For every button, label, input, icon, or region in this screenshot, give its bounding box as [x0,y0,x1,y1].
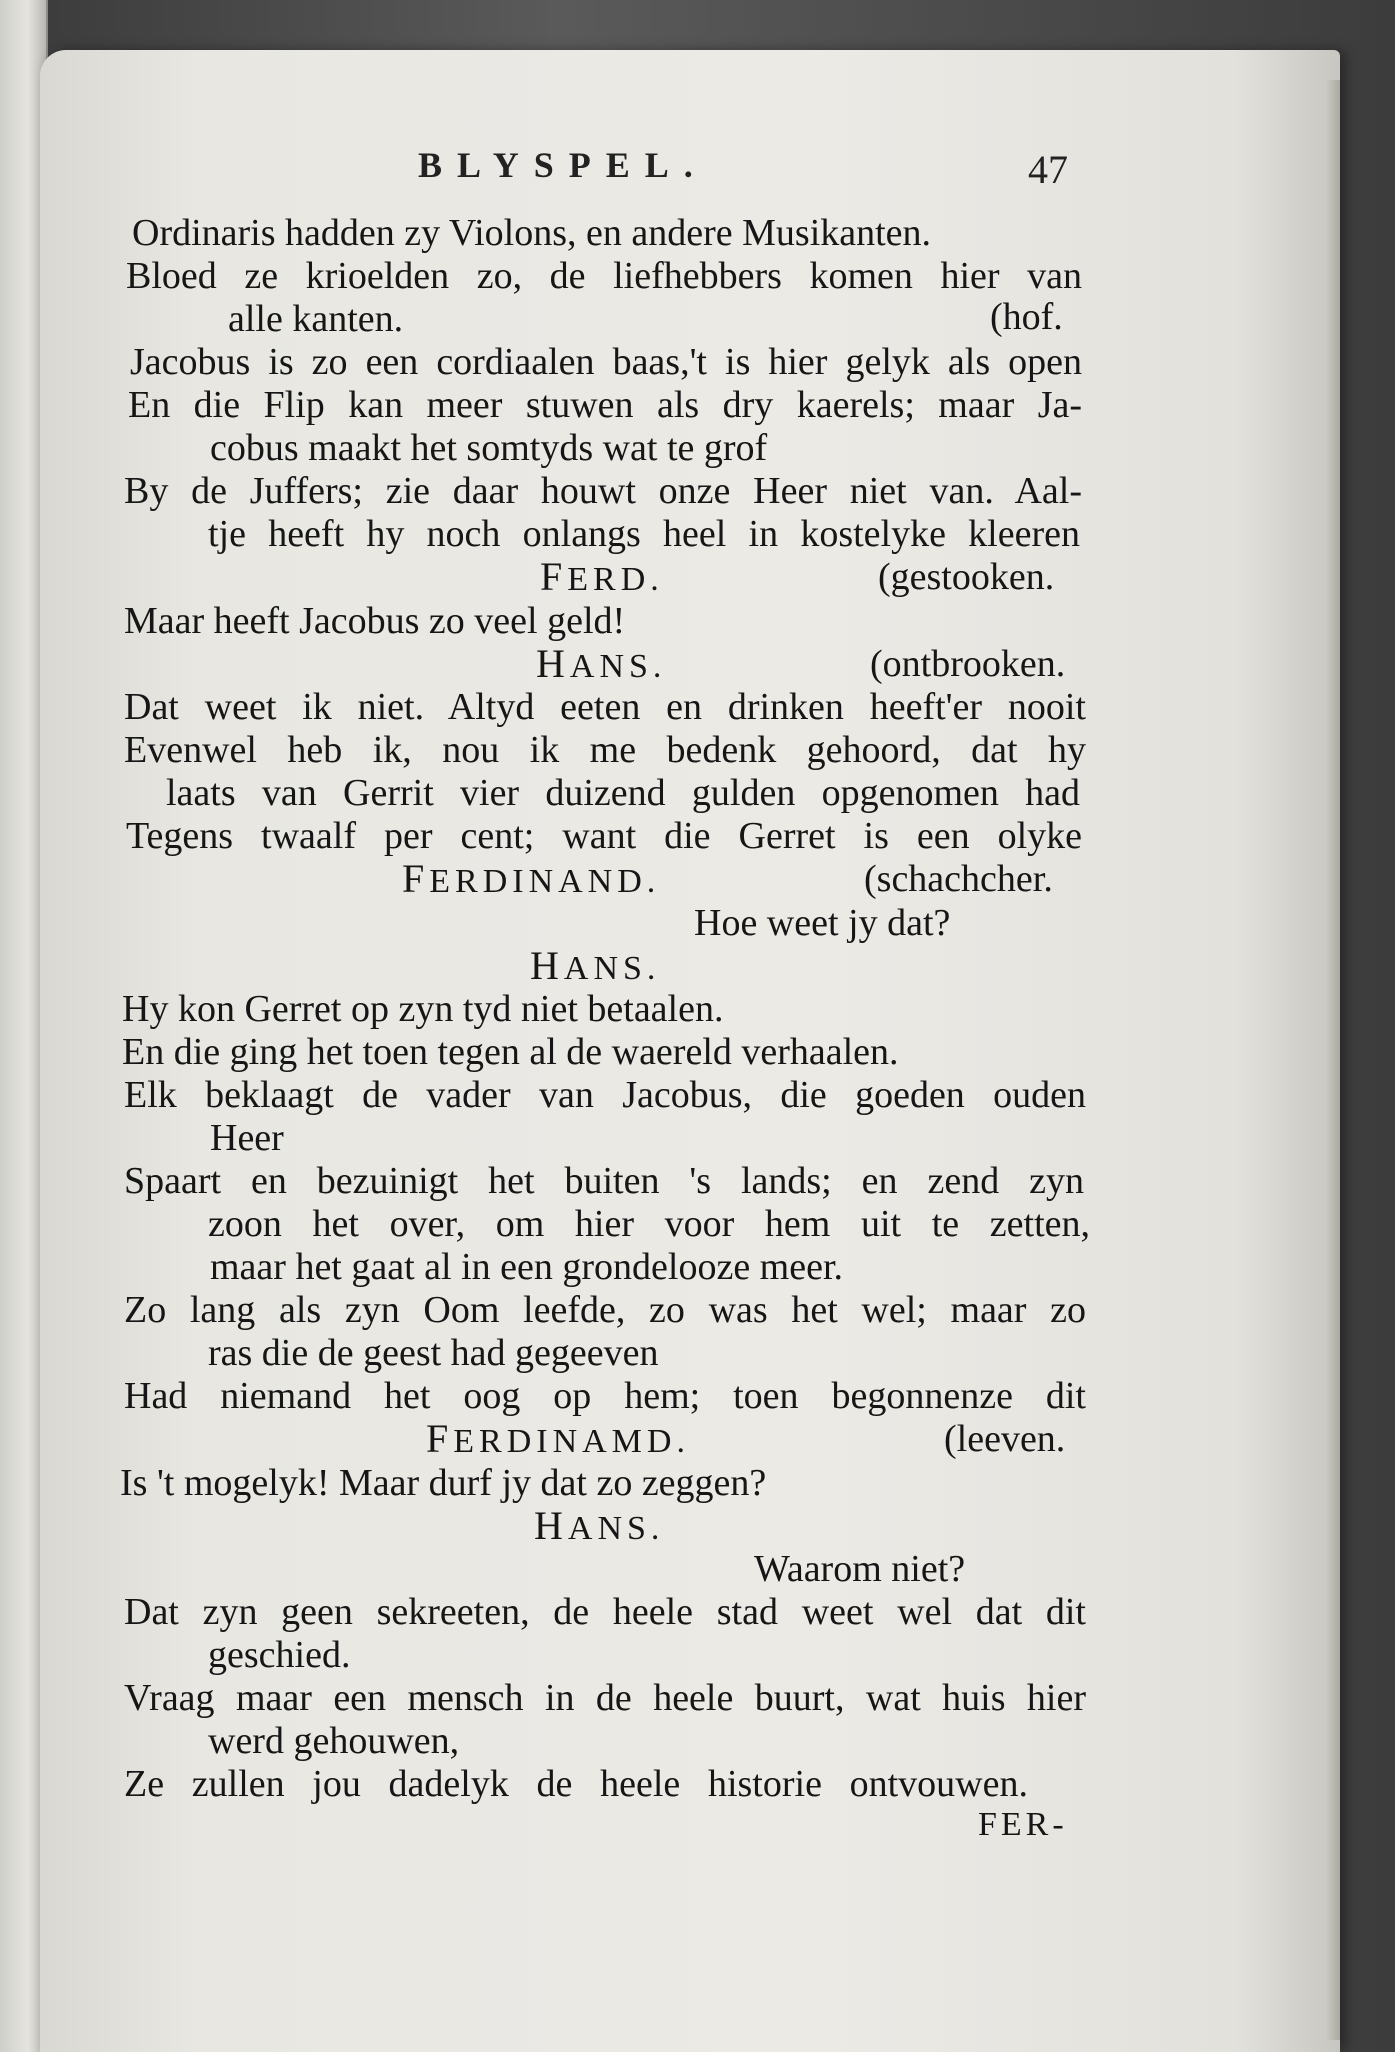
text-line: laats van Gerrit vier duizend gulden opgenomen had [166,772,1080,814]
text-line: (schachcher. [864,858,1053,900]
running-header: BLYSPEL. [418,145,708,185]
text-line: Evenwel heb ik, nou ik me bedenk gehoord, dat hy [124,729,1086,771]
text-line: Vraag maar een mensch in de heele buurt, wat huis hier [124,1677,1086,1719]
page-number: 47 [1028,147,1068,192]
text-line: Ordinaris hadden zy Violons, en andere Musikanten. [132,212,932,254]
text-line: werd gehouwen, [208,1720,460,1762]
text-line: (leeven. [944,1418,1066,1460]
text-line: maar het gaat al in een grondelooze meer. [210,1246,844,1288]
text-line: alle kanten. [228,298,404,340]
catchword: FER- [978,1806,1068,1843]
speaker-name: FERDINAMD. [426,1416,690,1461]
text-line: Bloed ze krioelden zo, de liefhebbers komen hier van [126,255,1082,297]
text-line: By de Juffers; zie daar houwt onze Heer niet van. Aal- [124,470,1082,512]
text-line: Hoe weet jy dat? [694,902,951,944]
text-line: Dat weet ik niet. Altyd eeten en drinken heeft'er nooit [124,686,1086,728]
text-line: Zo lang als zyn Oom leefde, zo was het wel; maar zo [124,1289,1086,1331]
page-edge [1326,80,1340,2040]
text-line: ras die de geest had gegeeven [208,1332,659,1374]
text-line: zoon het over, om hier voor hem uit te zetten, [208,1203,1090,1245]
text-line: Spaart en bezuinigt het buiten 's lands; en zend zyn [124,1160,1084,1202]
text-line: En die ging het toen tegen al de waereld verhaalen. [122,1031,899,1073]
text-line: Elk beklaagt de vader van Jacobus, die goeden ouden [124,1074,1086,1116]
text-line: (hof. [990,296,1063,338]
speaker-name: FERD. [540,554,664,599]
text-line: Jacobus is zo een cordiaalen baas,'t is hier gelyk als open [130,341,1082,383]
speaker-name: HANS. [536,641,667,686]
text-line: Dat zyn geen sekreeten, de heele stad weet wel dat dit [124,1591,1086,1633]
speaker-name: HANS. [530,943,661,988]
text-line: cobus maakt het somtyds wat te grof [210,427,768,469]
speaker-name: HANS. [534,1503,665,1548]
text-line: Ze zullen jou dadelyk de heele historie ontvouwen. [124,1763,1028,1805]
text-line: Is 't mogelyk! Maar durf jy dat zo zeggen? [120,1462,767,1504]
text-line: (ontbrooken. [870,643,1066,685]
text-line: Maar heeft Jacobus zo veel geld! [124,600,626,642]
text-line: Tegens twaalf per cent; want die Gerret is een olyke [126,815,1082,857]
text-line: tje heeft hy noch onlangs heel in kostelyke kleeren [208,513,1080,555]
text-line: Hy kon Gerret op zyn tyd niet betaalen. [122,988,724,1030]
text-line: geschied. [208,1634,351,1676]
speaker-name: FERDINAND. [402,856,661,901]
text-line: Had niemand het oog op hem; toen begonnenze dit [124,1375,1086,1417]
text-line: Waarom niet? [754,1548,966,1590]
text-line: En die Flip kan meer stuwen als dry kaerels; maar Ja- [128,384,1082,426]
text-line: (gestooken. [878,556,1055,598]
text-line: Heer [210,1117,284,1159]
